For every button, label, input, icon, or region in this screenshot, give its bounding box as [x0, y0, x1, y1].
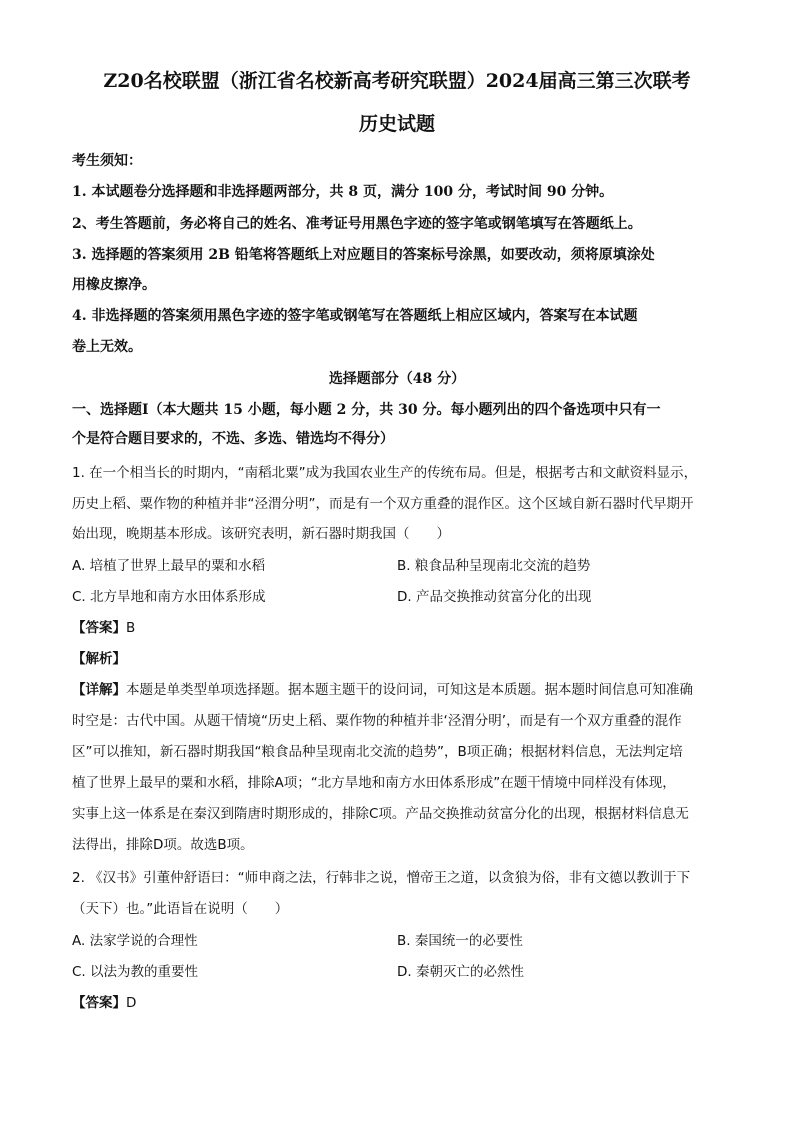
question-2-option-d: D. 秦朝灭亡的必然性: [397, 964, 524, 980]
question-2-option-a: A. 法家学说的合理性: [72, 933, 198, 949]
exam-title: Z20名校联盟（浙江省名校新高考研究联盟）2024届高三第三次联考: [103, 70, 691, 92]
exam-subject: 历史试题: [358, 113, 435, 135]
answer-tag: 【答案】: [72, 995, 126, 1011]
part-instructions: 个是符合题目要求的，不选、多选、错选均不得分）: [72, 431, 394, 447]
question-1-answer: [72, 618, 135, 638]
question-1-option-c: C. 北方旱地和南方水田体系形成: [72, 589, 266, 605]
question-1-detail: 植了世界上最早的粟和水稻，排除A项；“北方旱地和南方水田体系形成”在题干情境中同样没有体现，: [72, 775, 676, 791]
notice-heading: 考生须知：: [72, 153, 142, 169]
answer-value: D: [126, 995, 137, 1011]
question-2-stem: （天下）也。”此语旨在说明（ ）: [72, 901, 289, 917]
question-1-option-b: B. 粮食品种呈现南北交流的趋势: [397, 558, 591, 574]
question-1-stem: 历史上稻、粟作物的种植并非“泾渭分明”，而是有一个双方重叠的混作区。这个区域自新石器时代早期开: [72, 496, 694, 512]
notice-item: 3. 选择题的答案须用 2B 铅笔将答题纸上对应题目的答案标号涂黑，如要改动，须将原填涂处: [72, 247, 655, 263]
question-2-stem: 2. 《汉书》引董仲舒语曰：“师申商之法，行韩非之说，憎帝王之道，以贪狼为俗，非有文德以教训于下: [72, 870, 691, 886]
detail-text: 本题是单类型单项选择题。据本题主题干的设问词，可知这是本质题。据本题时间信息可知准确: [126, 682, 693, 698]
analysis-tag: 【解析】: [72, 651, 126, 667]
question-1-stem: 始出现，晚期基本形成。该研究表明，新石器时期我国（ ）: [72, 526, 450, 542]
notice-item: 4. 非选择题的答案须用黑色字迹的签字笔或钢笔写在答题纸上相应区域内，答案写在本试题: [72, 308, 638, 324]
answer-value: B: [126, 620, 136, 636]
part-instructions: 一、选择题Ⅰ（本大题共 15 小题，每小题 2 分，共 30 分。每小题列出的四个备选项中只有一: [72, 402, 661, 418]
question-2-answer: [72, 993, 136, 1013]
notice-item: 1. 本试题卷分选择题和非选择题两部分，共 8 页，满分 100 分，考试时间 90 分钟。: [72, 184, 614, 200]
question-1-option-d: D. 产品交换推动贫富分化的出现: [397, 589, 592, 605]
question-2-option-b: B. 秦国统一的必要性: [397, 933, 523, 949]
question-1-option-a: A. 培植了世界上最早的粟和水稻: [72, 558, 266, 574]
question-1-analysis-tag: [72, 649, 126, 669]
question-1-detail: 时空是：古代中国。从题干情境“历史上稻、粟作物的种植并非‘泾渭分明’，而是有一个双方重叠的混作: [72, 713, 682, 729]
question-1-detail: 实事上这一体系是在秦汉到隋唐时期形成的，排除C项。产品交换推动贫富分化的出现，根据材料信息无: [72, 806, 689, 822]
notice-item: 卷上无效。: [72, 339, 142, 355]
notice-item: 用橡皮擦净。: [72, 277, 156, 293]
question-2-option-c: C. 以法为教的重要性: [72, 964, 199, 980]
question-1-detail: [72, 680, 693, 700]
question-1-stem: 1. 在一个相当长的时期内，“南稻北粟”成为我国农业生产的传统布局。但是，根据考古和文献资料显示，: [72, 465, 698, 481]
question-1-detail: 区”可以推知，新石器时期我国“粮食品种呈现南北交流的趋势”，B项正确；根据材料信息，无法判定培: [72, 744, 683, 760]
question-1-detail: 法得出，排除D项。故选B项。: [72, 837, 254, 853]
answer-tag: 【答案】: [72, 620, 126, 636]
section-title: 选择题部分（48 分）: [328, 371, 466, 387]
detail-tag: 【详解】: [72, 682, 126, 698]
notice-item: 2、考生答题前，务必将自己的姓名、准考证号用黑色字迹的签字笔或钢笔填写在答题纸上。: [72, 216, 642, 232]
